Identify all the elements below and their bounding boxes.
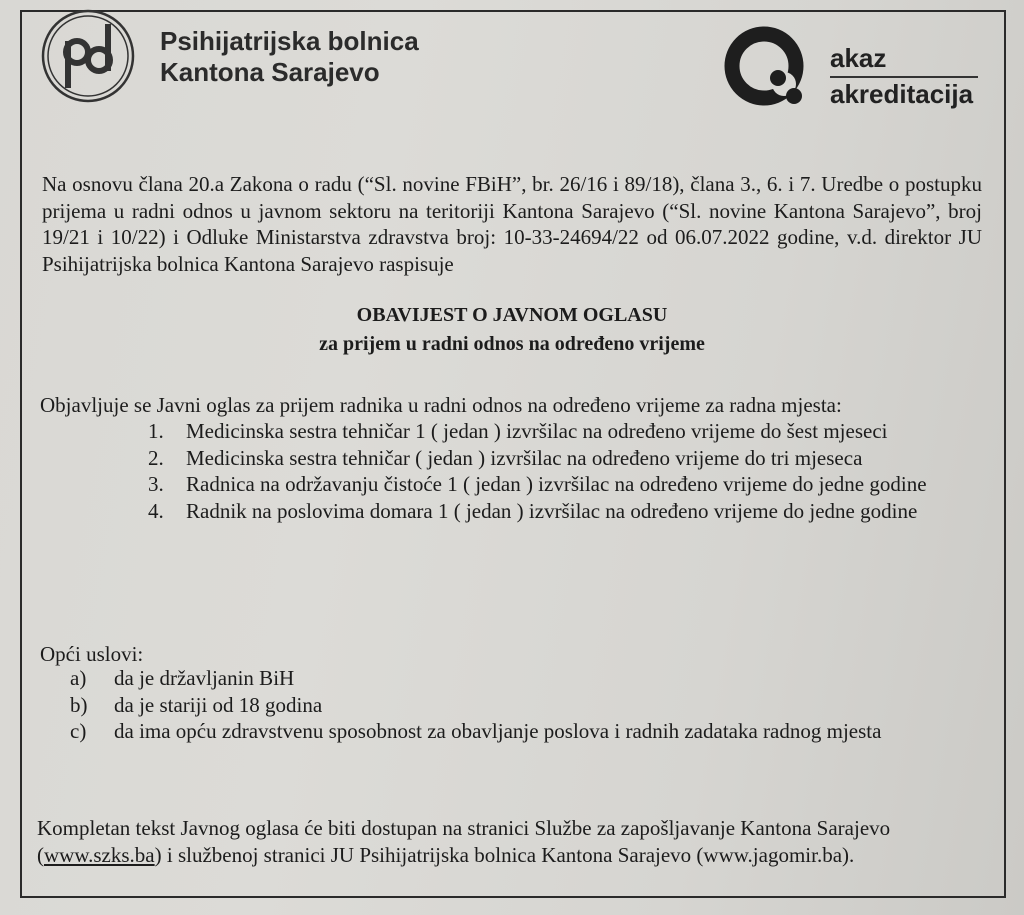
list-item-text: Radnica na održavanju čistoće 1 ( jedan ) izvršilac na određeno vrijeme do jedne godine: [186, 472, 927, 496]
notice-subtitle: za prijem u radni odnos na određeno vrijeme: [319, 333, 705, 355]
hospital-pb-logo: [38, 6, 138, 106]
hospital-name: [160, 26, 419, 88]
list-item: [148, 471, 984, 498]
condition-letter: a): [70, 666, 87, 690]
akaz-text: [830, 44, 978, 110]
list-item-text: Radnik na poslovima domara 1 ( jedan ) izvršilac na određeno vrijeme do jedne godine: [186, 498, 918, 523]
condition-letter: b): [70, 692, 88, 717]
condition-text: da je državljanin BiH: [114, 666, 295, 690]
condition-letter: c): [70, 719, 87, 743]
list-item-number: 3.: [148, 472, 164, 496]
announcement-text: Objavljuje se Javni oglas za prijem radnika u radni odnos na određeno vrijeme za radna mjesta:: [40, 393, 842, 417]
list-item-number: 4.: [148, 498, 164, 523]
intro-paragraph: Na osnovu člana 20.a Zakona o radu (“Sl. novine FBiH”, br. 26/16 i 89/18), člana 3., 6. i 7. Uredbe o postupku prijema u radni odnos u javnom sektoru na teritoriji Kantona Sarajevo (“Sl. novine Kantona Sarajevo”, broj 19/21 i 10/22) i Odluke Ministarstva zdravstva broj: 10-33-24694/22 od 06.07.2022 godine, v.d. direktor JU Psihijatrijska bolnica Kantona Sarajevo raspisuje: [42, 172, 982, 276]
list-item-text: Medicinska sestra tehničar ( jedan ) izvršilac na određeno vrijeme do tri mjeseca: [186, 445, 863, 470]
szks-link[interactable]: www.szks.ba: [44, 842, 155, 867]
conditions-title: Opći uslovi:: [40, 642, 144, 666]
list-item: [148, 418, 984, 445]
akaz-subtitle: akreditacija: [830, 79, 974, 109]
notice-title: OBAVIJEST O JAVNOM OGLASU: [356, 304, 668, 326]
hospital-name-line2: Kantona Sarajevo: [160, 57, 380, 87]
list-item: [70, 665, 986, 692]
list-item-number: 1.: [148, 419, 164, 443]
list-item: [70, 692, 986, 719]
positions-list: [148, 418, 984, 524]
akaz-name: akaz: [830, 44, 978, 78]
closing-text-part2: ) i službenoj stranici JU Psihijatrijska bolnica Kantona Sarajevo (www.jagomir.ba).: [154, 842, 855, 867]
hospital-name-line1: Psihijatrijska bolnica: [160, 26, 419, 56]
closing-text-part1: Kompletan tekst Javnog oglasa će biti dostupan na stranici Službe za zapošljavanje Kantona Sarajevo (: [37, 816, 891, 867]
list-item: [70, 718, 986, 745]
closing-paragraph: [37, 815, 957, 868]
list-item-number: 2.: [148, 445, 164, 470]
condition-text: da je stariji od 18 godina: [114, 692, 323, 717]
akaz-accreditation-logo: [722, 22, 812, 112]
list-item: [148, 498, 984, 525]
conditions-list: [70, 665, 986, 745]
condition-text: da ima opću zdravstvenu sposobnost za obavljanje poslova i radnih zadataka radnog mjesta: [114, 719, 882, 743]
list-item: [148, 445, 984, 472]
list-item-text: Medicinska sestra tehničar 1 ( jedan ) izvršilac na određeno vrijeme do šest mjeseci: [186, 419, 888, 443]
